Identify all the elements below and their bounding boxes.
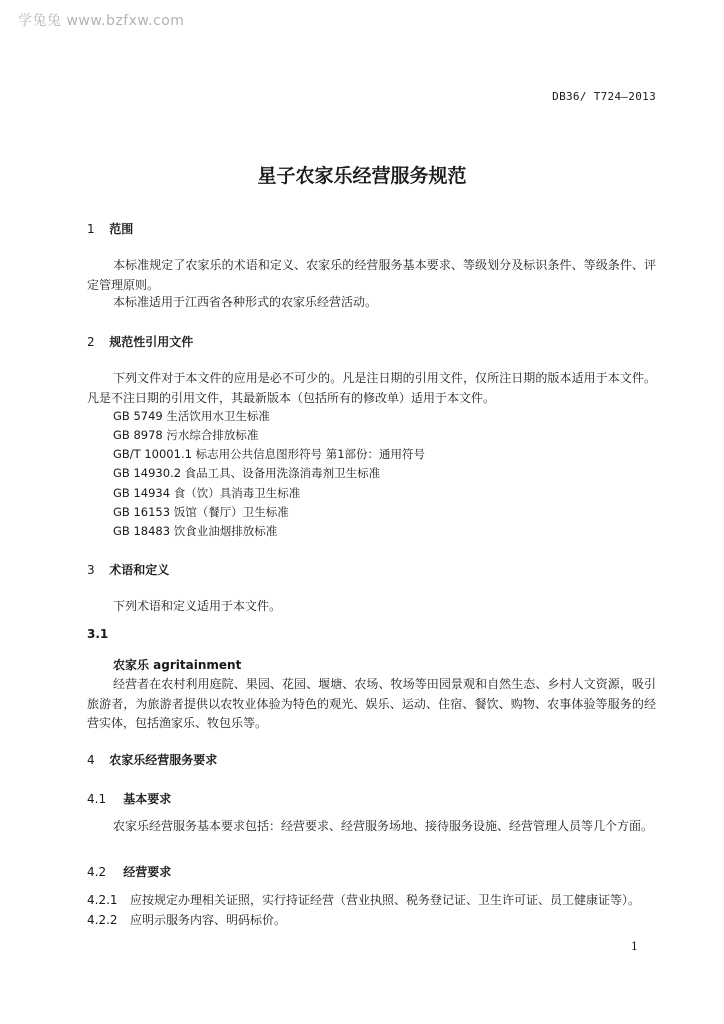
section-2-title: 规范性引用文件 bbox=[109, 335, 194, 349]
section-4-1-title: 基本要求 bbox=[123, 792, 172, 806]
section-3-1-number: 3.1 bbox=[87, 627, 109, 641]
section-4-2-heading bbox=[87, 863, 171, 880]
section-2-number: 2 bbox=[87, 335, 95, 349]
section-3-title: 术语和定义 bbox=[109, 563, 170, 577]
section-1-paragraph-2: 本标准适用于江西省各种形式的农家乐经营活动。 bbox=[113, 295, 378, 309]
reference-item: GB/T 10001.1 标志用公共信息图形符号 第1部份：通用符号 bbox=[113, 447, 426, 461]
section-1-heading bbox=[87, 220, 133, 237]
section-4-1-paragraph: 农家乐经营服务基本要求包括：经营要求、经营服务场地、接待服务设施、经营管理人员等几个方面。 bbox=[113, 819, 654, 833]
clause-4-2-2 bbox=[87, 911, 286, 930]
section-2-heading bbox=[87, 333, 193, 350]
term-definition: 经营者在农村利用庭院、果园、花园、堰塘、农场、牧场等田园景观和自然生态、乡村人文资源，吸引旅游者，为旅游者提供以农牧业体验为特色的观光、娱乐、运动、住宿、餐饮、购物、农事体验等服务的经营实体，包括渔家乐、牧包乐等。 bbox=[87, 677, 656, 730]
section-4-title: 农家乐经营服务要求 bbox=[109, 753, 218, 767]
clause-4-2-1-text: 应按规定办理相关证照，实行持证经营（营业执照、税务登记证、卫生许可证、员工健康证等）。 bbox=[130, 893, 641, 907]
section-4-heading bbox=[87, 751, 217, 768]
section-3-number: 3 bbox=[87, 563, 95, 577]
standard-code: DB36/ T724—2013 bbox=[552, 90, 656, 103]
section-4-1-number: 4.1 bbox=[87, 792, 107, 806]
section-3-paragraph-1: 下列术语和定义适用于本文件。 bbox=[113, 599, 282, 613]
reference-item: GB 18483 饮食业油烟排放标准 bbox=[113, 524, 278, 538]
reference-item: GB 14930.2 食品工具、设备用洗涤消毒剂卫生标准 bbox=[113, 466, 381, 480]
section-4-2-title: 经营要求 bbox=[123, 865, 172, 879]
section-4-1-heading bbox=[87, 790, 171, 807]
section-1-number: 1 bbox=[87, 222, 95, 236]
reference-item: GB 5749 生活饮用水卫生标准 bbox=[113, 409, 270, 423]
section-4-2-number: 4.2 bbox=[87, 865, 107, 879]
section-2-paragraph-1: 下列文件对于本文件的应用是必不可少的。凡是注日期的引用文件，仅所注日期的版本适用于本文件。凡是不注日期的引用文件，其最新版本（包括所有的修改单）适用于本文件。 bbox=[87, 371, 656, 405]
reference-item: GB 16153 饭馆（餐厅）卫生标准 bbox=[113, 505, 289, 519]
clause-4-2-2-text: 应明示服务内容、明码标价。 bbox=[130, 913, 287, 927]
page-number: 1 bbox=[631, 940, 638, 953]
reference-item: GB 14934 食（饮）具消毒卫生标准 bbox=[113, 486, 301, 500]
document-title: 星子农家乐经营服务规范 bbox=[257, 165, 467, 187]
section-1-title: 范围 bbox=[109, 222, 134, 236]
clause-4-2-1 bbox=[87, 891, 640, 910]
section-4-number: 4 bbox=[87, 753, 95, 767]
term-title: 农家乐 agritainment bbox=[113, 658, 242, 672]
watermark: 学兔兔 www.bzfxw.com bbox=[18, 13, 185, 29]
section-3-heading bbox=[87, 561, 169, 578]
section-1-paragraph-1: 本标准规定了农家乐的术语和定义、农家乐的经营服务基本要求、等级划分及标识条件、等级条件、评定管理原则。 bbox=[87, 258, 656, 292]
clause-4-2-1-number: 4.2.1 bbox=[87, 893, 118, 907]
clause-4-2-2-number: 4.2.2 bbox=[87, 913, 118, 927]
reference-item: GB 8978 污水综合排放标准 bbox=[113, 428, 259, 442]
